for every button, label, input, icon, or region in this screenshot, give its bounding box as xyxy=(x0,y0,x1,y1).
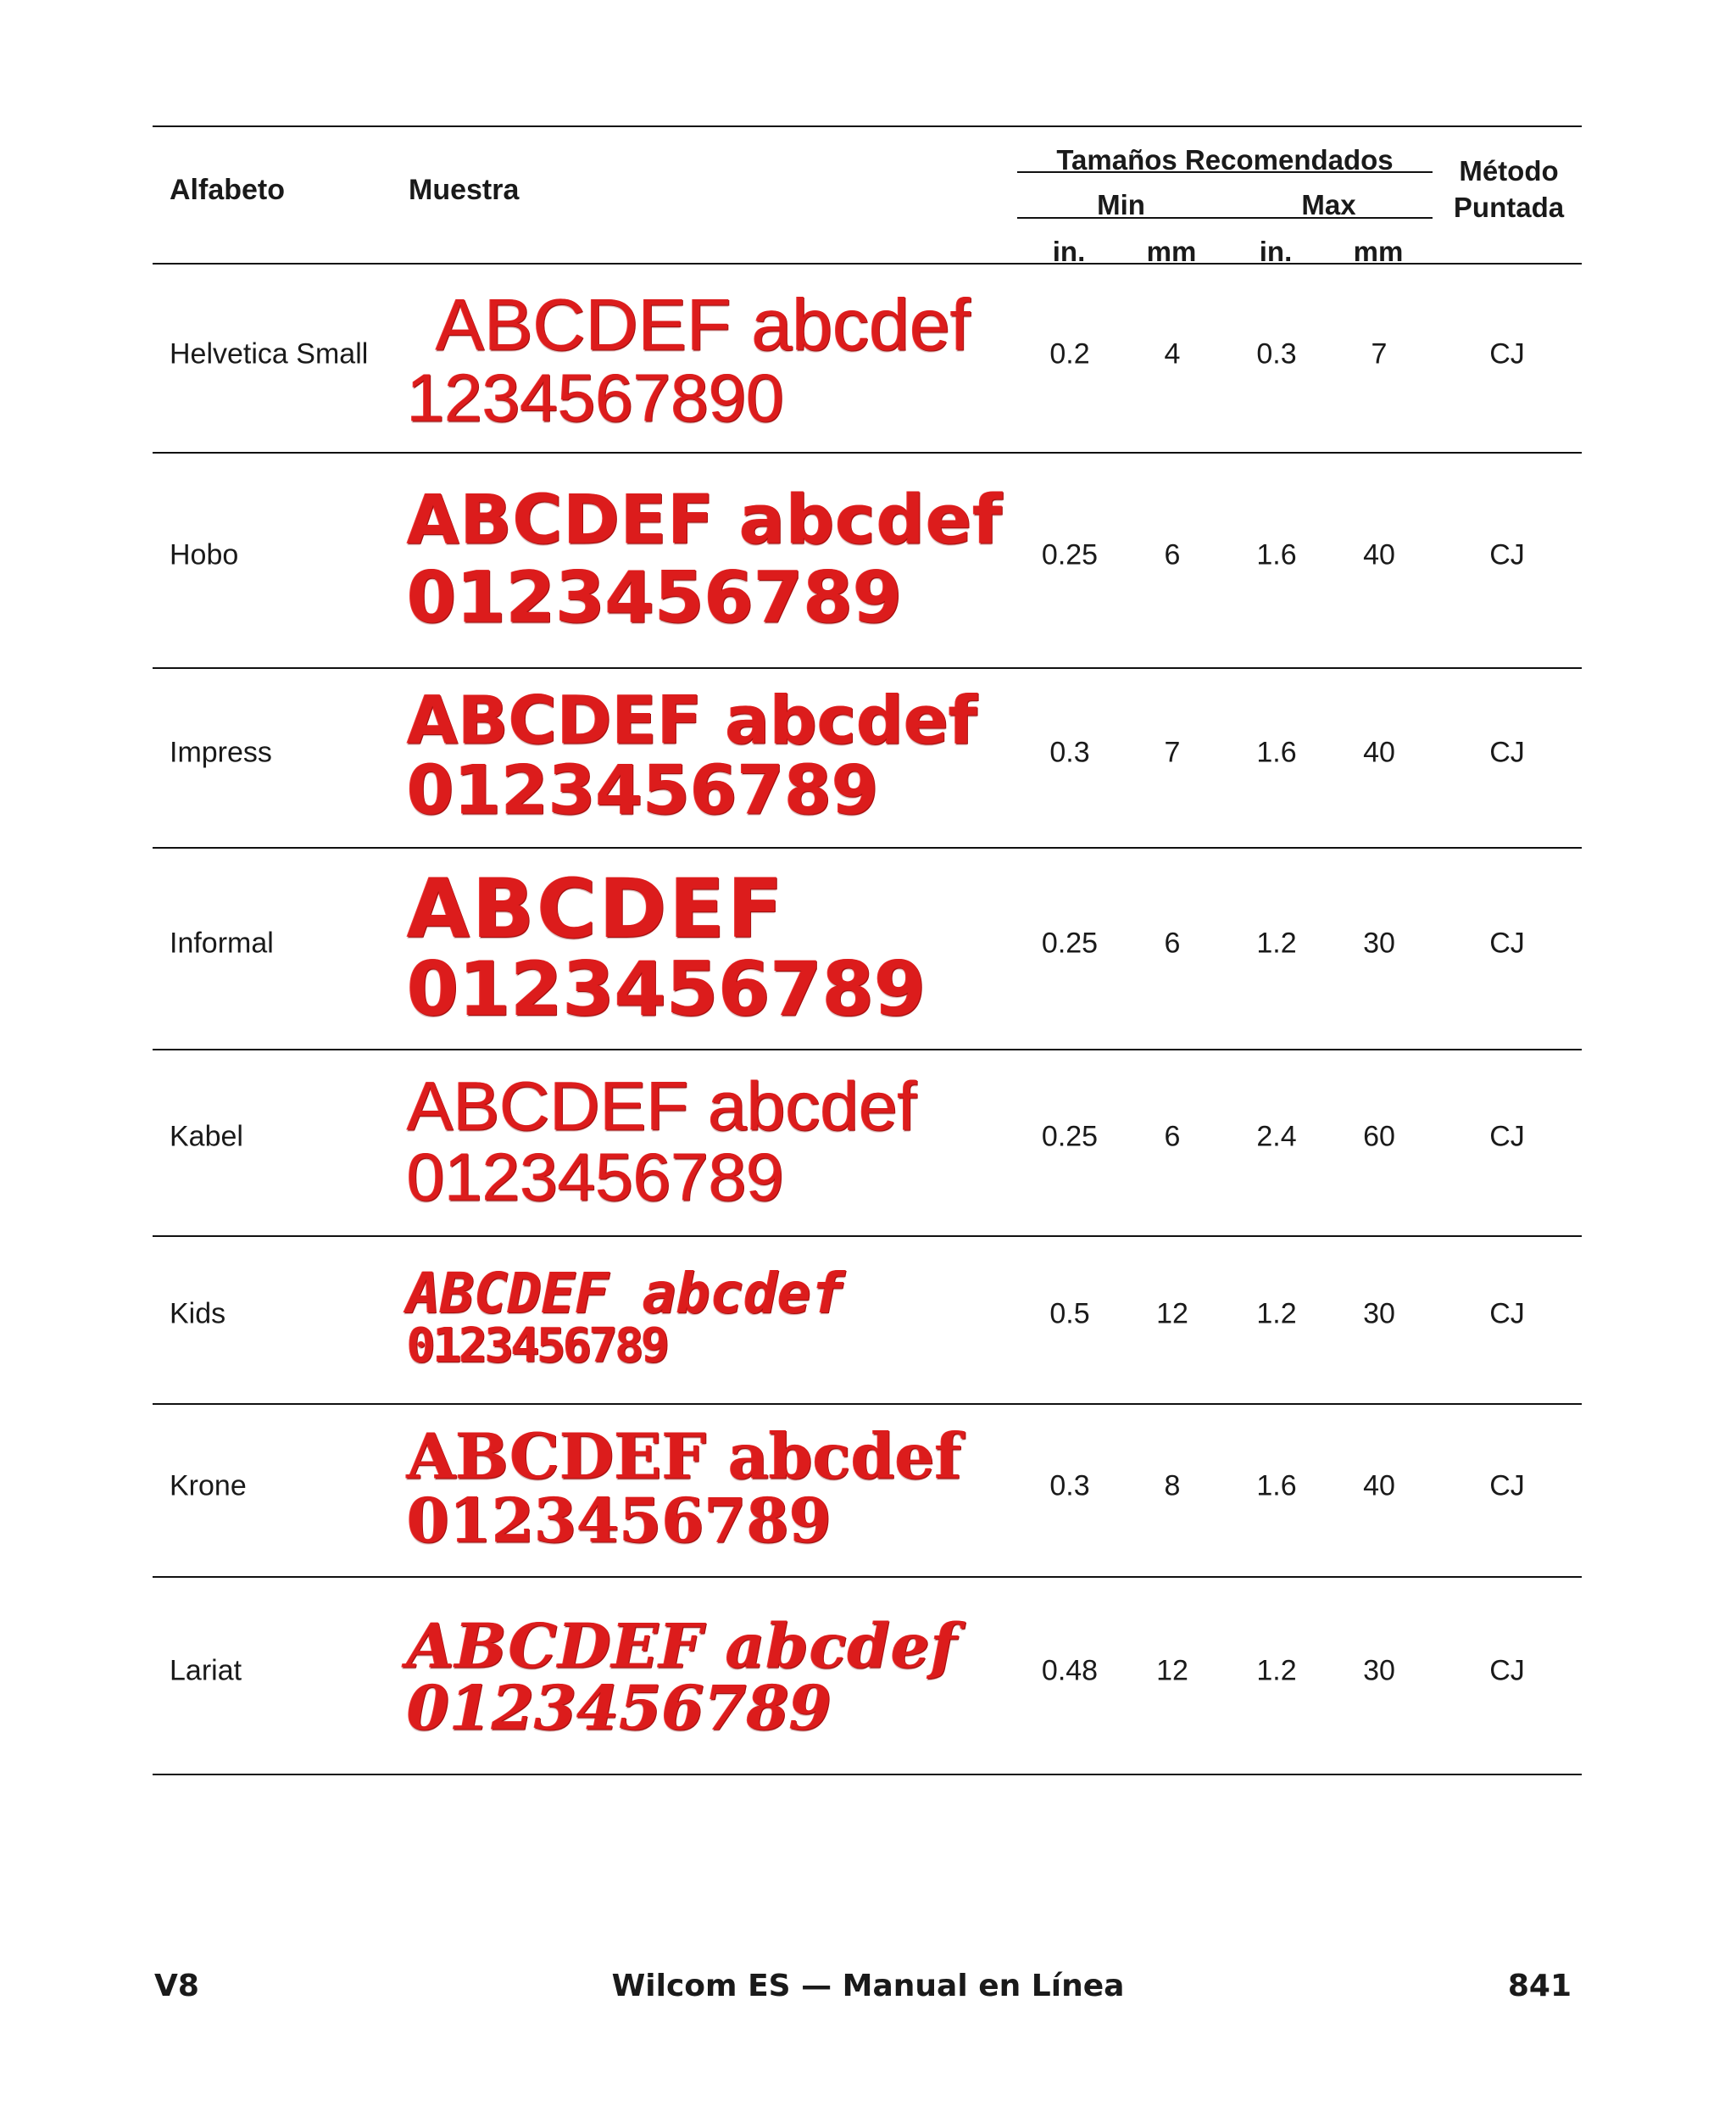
embroidery-sample xyxy=(407,1609,992,1744)
header-min-mm: mm xyxy=(1146,236,1197,267)
min-in-value: 0.3 xyxy=(1049,736,1090,769)
footer-version: V8 xyxy=(154,1969,199,2003)
sample-digits: 0123456789 xyxy=(407,1485,832,1557)
header-max-mm: mm xyxy=(1353,236,1404,267)
row-divider xyxy=(153,452,1582,454)
embroidery-sample xyxy=(407,480,1004,638)
min-mm-value: 6 xyxy=(1164,927,1181,960)
header-max-in: in. xyxy=(1259,236,1293,267)
max-in-value: 1.2 xyxy=(1256,1654,1297,1687)
header-muestra: Muestra xyxy=(409,174,520,206)
min-in-value: 0.25 xyxy=(1041,538,1099,571)
max-in-value: 0.3 xyxy=(1256,337,1297,370)
row-divider xyxy=(153,667,1582,669)
sample-letters: ABCDEF abcdef xyxy=(407,1609,958,1682)
alphabet-name: Helvetica Small xyxy=(170,337,369,370)
header-min-in: in. xyxy=(1052,236,1086,267)
alphabet-name: Kabel xyxy=(170,1120,243,1153)
embroidery-sample xyxy=(407,682,992,829)
sample-letters: ABCDEF abcdef xyxy=(407,1260,845,1326)
alphabet-name: Informal xyxy=(170,927,274,960)
row-divider xyxy=(153,1576,1582,1578)
embroidery-sample xyxy=(407,1260,992,1374)
min-in-value: 0.48 xyxy=(1041,1654,1099,1687)
sample-digits: 0123456789 xyxy=(407,945,926,1033)
stitch-method-value: CJ xyxy=(1489,1469,1525,1502)
sample-digits: 0123456789 xyxy=(407,1139,784,1215)
max-in-value: 1.6 xyxy=(1256,538,1297,571)
sample-digits: 0123456789 xyxy=(407,554,903,638)
header-min: Min xyxy=(1097,189,1145,220)
max-in-value: 1.6 xyxy=(1256,736,1297,769)
embroidery-sample xyxy=(407,1420,992,1557)
tamanos-underline xyxy=(1017,171,1433,173)
max-in-value: 1.2 xyxy=(1256,927,1297,960)
header-tamanos-recomendados: Tamaños Recomendados xyxy=(1056,144,1394,175)
sample-letters: ABCDEF abcdef xyxy=(407,480,1004,560)
max-mm-value: 60 xyxy=(1363,1120,1395,1153)
header-alfabeto: Alfabeto xyxy=(170,174,285,206)
max-mm-value: 30 xyxy=(1363,1654,1395,1687)
sample-digits: 0123456789 xyxy=(407,749,879,829)
footer-title: Wilcom ES — Manual en Línea xyxy=(611,1969,1125,2003)
sample-digits: 0123456789 xyxy=(407,1318,668,1374)
embroidery-sample xyxy=(407,284,992,436)
sample-letters: ABCDEF abcdef xyxy=(407,1067,917,1145)
max-in-value: 2.4 xyxy=(1256,1120,1297,1153)
footer-page-number: 841 xyxy=(1507,1969,1572,2003)
alphabet-name: Impress xyxy=(170,736,272,769)
stitch-method-value: CJ xyxy=(1489,1654,1525,1687)
min-in-value: 0.5 xyxy=(1049,1297,1090,1330)
table-top-rule xyxy=(153,125,1582,127)
alphabet-name: Kids xyxy=(170,1297,226,1330)
embroidery-sample xyxy=(407,861,992,1033)
min-in-value: 0.25 xyxy=(1041,927,1099,960)
embroidery-sample xyxy=(407,1067,992,1215)
max-mm-value: 30 xyxy=(1363,1297,1395,1330)
min-mm-value: 4 xyxy=(1164,337,1181,370)
max-mm-value: 7 xyxy=(1371,337,1388,370)
min-mm-value: 12 xyxy=(1156,1297,1188,1330)
max-in-value: 1.2 xyxy=(1256,1297,1297,1330)
max-mm-value: 30 xyxy=(1363,927,1395,960)
alphabet-name: Lariat xyxy=(170,1654,242,1687)
stitch-method-value: CJ xyxy=(1489,538,1525,571)
min-mm-value: 8 xyxy=(1164,1469,1181,1502)
alphabet-name: Krone xyxy=(170,1469,247,1502)
min-mm-value: 12 xyxy=(1156,1654,1188,1687)
min-mm-value: 7 xyxy=(1164,736,1181,769)
header-puntada: Puntada xyxy=(1453,192,1565,223)
sample-digits: 1234567890 xyxy=(407,359,784,436)
sample-letters: ABCDEF abcdef xyxy=(436,284,971,366)
stitch-method-value: CJ xyxy=(1489,736,1525,769)
min-in-value: 0.2 xyxy=(1049,337,1090,370)
stitch-method-value: CJ xyxy=(1489,1297,1525,1330)
header-max: Max xyxy=(1301,189,1356,220)
max-mm-value: 40 xyxy=(1363,538,1395,571)
alphabet-name: Hobo xyxy=(170,538,239,571)
min-in-value: 0.3 xyxy=(1049,1469,1090,1502)
sample-digits: 0123456789 xyxy=(407,1672,832,1744)
stitch-method-value: CJ xyxy=(1489,337,1525,370)
max-in-value: 1.6 xyxy=(1256,1469,1297,1502)
min-in-value: 0.25 xyxy=(1041,1120,1099,1153)
table-bottom-rule xyxy=(153,1774,1582,1775)
min-mm-value: 6 xyxy=(1164,538,1181,571)
row-divider xyxy=(153,847,1582,849)
stitch-method-value: CJ xyxy=(1489,1120,1525,1153)
stitch-method-value: CJ xyxy=(1489,927,1525,960)
max-mm-value: 40 xyxy=(1363,1469,1395,1502)
row-divider xyxy=(153,1049,1582,1050)
header-metodo: Método xyxy=(1459,155,1559,187)
sample-letters: ABCDEF abcdef xyxy=(407,682,977,760)
row-divider xyxy=(153,1235,1582,1237)
sample-letters: ABCDEF abcdef xyxy=(407,1420,962,1494)
min-max-underline xyxy=(1017,217,1433,219)
min-mm-value: 6 xyxy=(1164,1120,1181,1153)
row-divider xyxy=(153,1403,1582,1405)
sample-letters: ABCDEF xyxy=(407,861,786,957)
max-mm-value: 40 xyxy=(1363,736,1395,769)
